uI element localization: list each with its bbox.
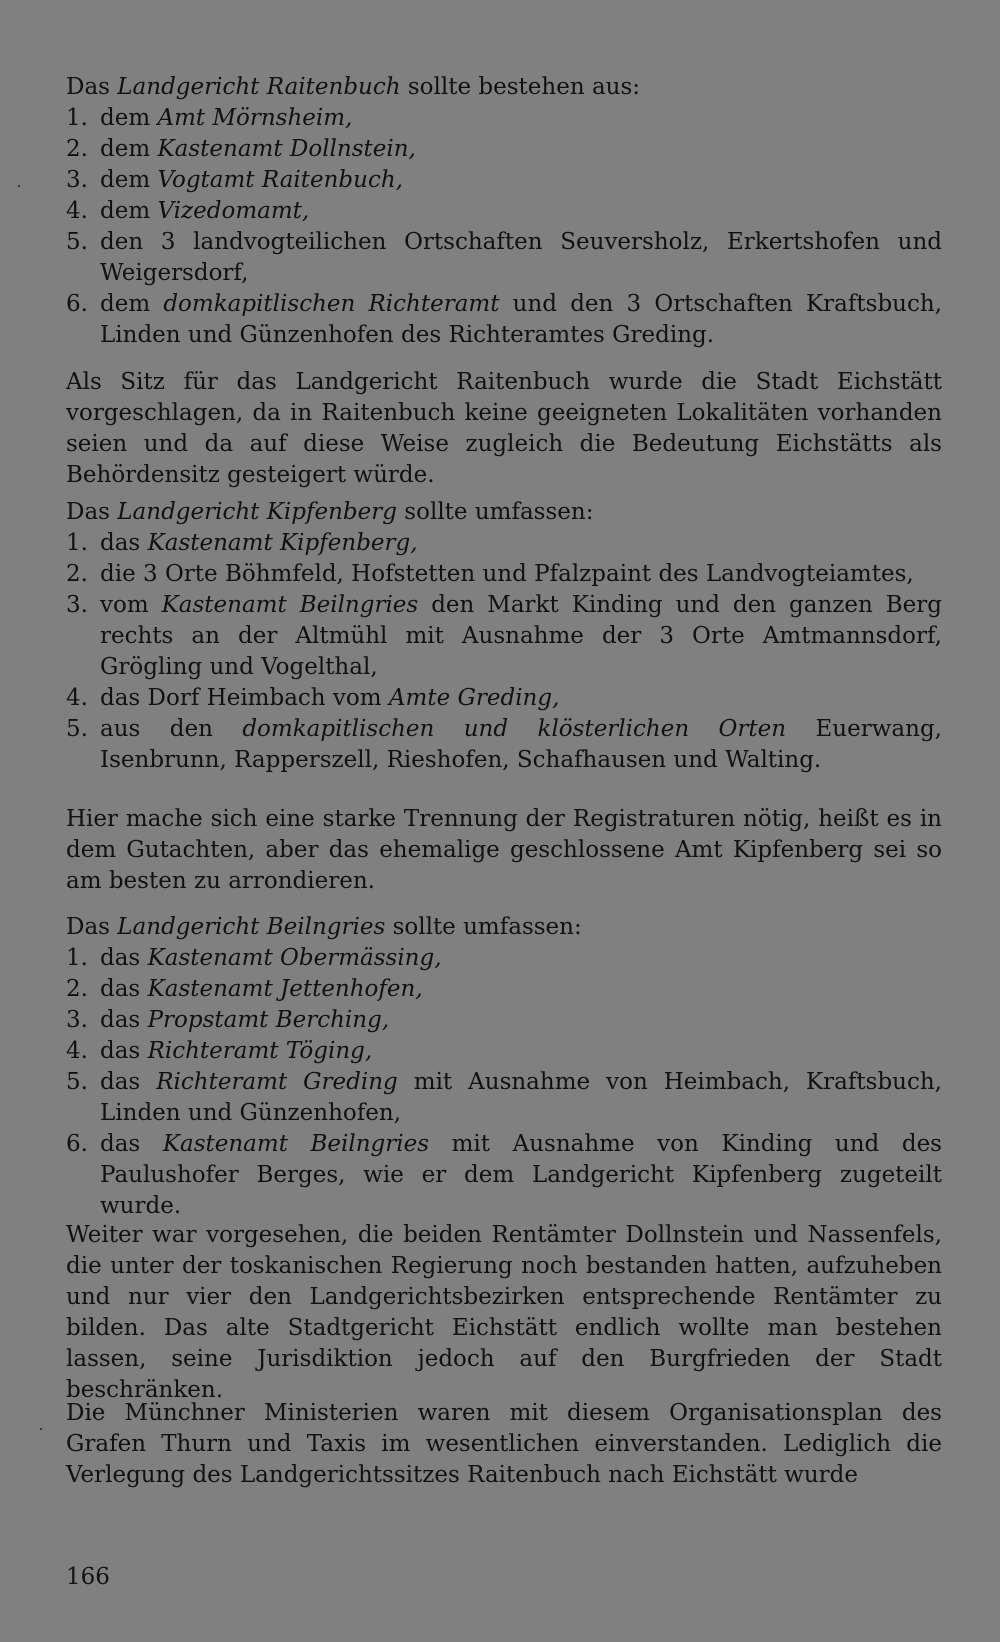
list-item-text: das Propstamt Berching, <box>100 1007 390 1033</box>
italic-term: Amt Mörnsheim, <box>157 105 353 131</box>
italic-term: Propstamt Berching, <box>147 1007 390 1033</box>
landgericht-kipfenberg-section <box>66 497 942 776</box>
scan-speck <box>40 1428 42 1430</box>
list-item-number: 2. <box>66 561 88 587</box>
list-item-text: das Richteramt Töging, <box>100 1038 373 1064</box>
italic-term: Vizedomamt, <box>157 198 310 224</box>
list-item-number: 2. <box>66 976 88 1002</box>
list-item-text: das Kastenamt Jettenhofen, <box>100 976 423 1002</box>
italic-term: Kastenamt Obermässing, <box>147 945 442 971</box>
list-item-text: dem Vizedomamt, <box>100 198 310 224</box>
italic-term: Richteramt Töging, <box>147 1038 373 1064</box>
list-item-text: die 3 Orte Böhmfeld, Hofstetten und Pfalzpaint des Landvogteiamtes, <box>100 561 914 587</box>
italic-term: Kastenamt Dollnstein, <box>157 136 416 162</box>
list-item-number: 5. <box>66 716 88 742</box>
page-number: 166 <box>66 1564 110 1590</box>
italic-term: Vogtamt Raitenbuch, <box>157 167 403 193</box>
list-item-text: aus den domkapitlischen und klösterlichen Orten Euerwang, Isenbrunn, Rapperszell, Rieshofen, Schafhausen und Walting. <box>100 716 942 773</box>
list-item <box>66 714 942 776</box>
list-item <box>66 1129 942 1222</box>
list-item-number: 4. <box>66 685 88 711</box>
list-item-text: das Kastenamt Obermässing, <box>100 945 442 971</box>
italic-term: Kastenamt Kipfenberg, <box>147 530 418 556</box>
list-item-number: 2. <box>66 136 88 162</box>
italic-term: Amte Greding, <box>388 685 560 711</box>
list-item-number: 4. <box>66 198 88 224</box>
list-item <box>66 590 942 683</box>
list-item-number: 5. <box>66 229 88 255</box>
list-item-text: dem Amt Mörnsheim, <box>100 105 353 131</box>
list-item-text: dem Kastenamt Dollnstein, <box>100 136 416 162</box>
list-item <box>66 289 942 351</box>
list-item <box>66 165 942 196</box>
list-item-number: 1. <box>66 530 88 556</box>
paragraph-trennung-registraturen: Hier mache sich eine starke Trennung der Registraturen nötig, heißt es in dem Gutachten, aber das ehemalige geschlossene Amt Kipfenberg sei so am besten zu arrondieren. <box>66 806 942 894</box>
scan-speck <box>18 185 20 187</box>
landgericht-raitenbuch-section <box>66 72 942 351</box>
list-item-text: das Kastenamt Beilngries mit Ausnahme von Kinding und des Paulushofer Berges, wie er dem Landgericht Kipfenberg zugeteilt wurde. <box>100 1131 942 1219</box>
list-item-number: 3. <box>66 167 88 193</box>
italic-term: Landgericht Beilngries <box>117 914 386 940</box>
italic-term: domkapitlischen und klösterlichen Orten <box>242 716 787 742</box>
list-item-text: das Dorf Heimbach vom Amte Greding, <box>100 685 560 711</box>
list-item-text: das Kastenamt Kipfenberg, <box>100 530 418 556</box>
list-item <box>66 134 942 165</box>
list-item <box>66 227 942 289</box>
paragraph-muenchner-ministerien: Die Münchner Ministerien waren mit diesem Organisationsplan des Grafen Thurn und Taxis im wesentlichen einverstanden. Lediglich die Verlegung des Landgerichtssitzes Raitenbuch nach Eichstätt wurde <box>66 1400 942 1488</box>
list-item-text: dem domkapitlischen Richteramt und den 3 Ortschaften Kraftsbuch, Linden und Günzenhofen des Richteramtes Greding. <box>100 291 942 348</box>
italic-term: Kastenamt Beilngries <box>162 1131 430 1157</box>
list-item-number: 1. <box>66 105 88 131</box>
section-intro: Das Landgericht Raitenbuch sollte bestehen aus: <box>66 74 641 100</box>
list-item <box>66 196 942 227</box>
list-item-number: 3. <box>66 1007 88 1033</box>
section-list <box>66 528 942 776</box>
section-list <box>66 103 942 351</box>
list-item-number: 6. <box>66 291 88 317</box>
list-item <box>66 974 942 1005</box>
list-item <box>66 1005 942 1036</box>
paragraph-sitz-raitenbuch: Als Sitz für das Landgericht Raitenbuch wurde die Stadt Eichstätt vorgeschlagen, da in Raitenbuch keine geeigneten Lokalitäten vorhanden seien und da auf diese Weise zugleich die Bedeutung Eichstätts als Behördensitz gesteigert würde. <box>66 369 942 488</box>
italic-term: Richteramt Greding <box>156 1069 398 1095</box>
list-item-number: 3. <box>66 592 88 618</box>
italic-term: Landgericht Kipfenberg <box>117 499 397 525</box>
list-item-number: 4. <box>66 1038 88 1064</box>
italic-term: domkapitlischen Richteramt <box>163 291 500 317</box>
section-list <box>66 943 942 1222</box>
italic-term: Kastenamt Jettenhofen, <box>147 976 423 1002</box>
section-intro: Das Landgericht Beilngries sollte umfassen: <box>66 914 582 940</box>
italic-term: Landgericht Raitenbuch <box>117 74 401 100</box>
list-item <box>66 103 942 134</box>
paragraph-rentaemter: Weiter war vorgesehen, die beiden Rentämter Dollnstein und Nassenfels, die unter der toskanischen Regierung noch bestanden hatten, aufzuheben und nur vier den Landgerichtsbezirken entsprechende Rentämter zu bilden. Das alte Stadtgericht Eichstätt endlich wollte man bestehen lassen, seine Jurisdiktion jedoch auf den Burgfrieden der Stadt beschränken. <box>66 1222 942 1403</box>
section-intro: Das Landgericht Kipfenberg sollte umfassen: <box>66 499 594 525</box>
list-item <box>66 943 942 974</box>
list-item <box>66 528 942 559</box>
list-item-text: das Richteramt Greding mit Ausnahme von Heimbach, Kraftsbuch, Linden und Günzenhofen, <box>100 1069 942 1126</box>
list-item <box>66 559 942 590</box>
landgericht-beilngries-section <box>66 912 942 1222</box>
list-item-number: 5. <box>66 1069 88 1095</box>
list-item <box>66 1036 942 1067</box>
list-item-text: den 3 landvogteilichen Ortschaften Seuversholz, Erkertshofen und Weigersdorf, <box>100 229 942 286</box>
list-item <box>66 1067 942 1129</box>
italic-term: Kastenamt Beilngries <box>161 592 419 618</box>
list-item-text: vom Kastenamt Beilngries den Markt Kinding und den ganzen Berg rechts an der Altmühl mit Ausnahme der 3 Orte Amtmannsdorf, Grögling und Vogelthal, <box>100 592 943 680</box>
list-item-text: dem Vogtamt Raitenbuch, <box>100 167 403 193</box>
list-item-number: 6. <box>66 1131 88 1157</box>
list-item <box>66 683 942 714</box>
list-item-number: 1. <box>66 945 88 971</box>
